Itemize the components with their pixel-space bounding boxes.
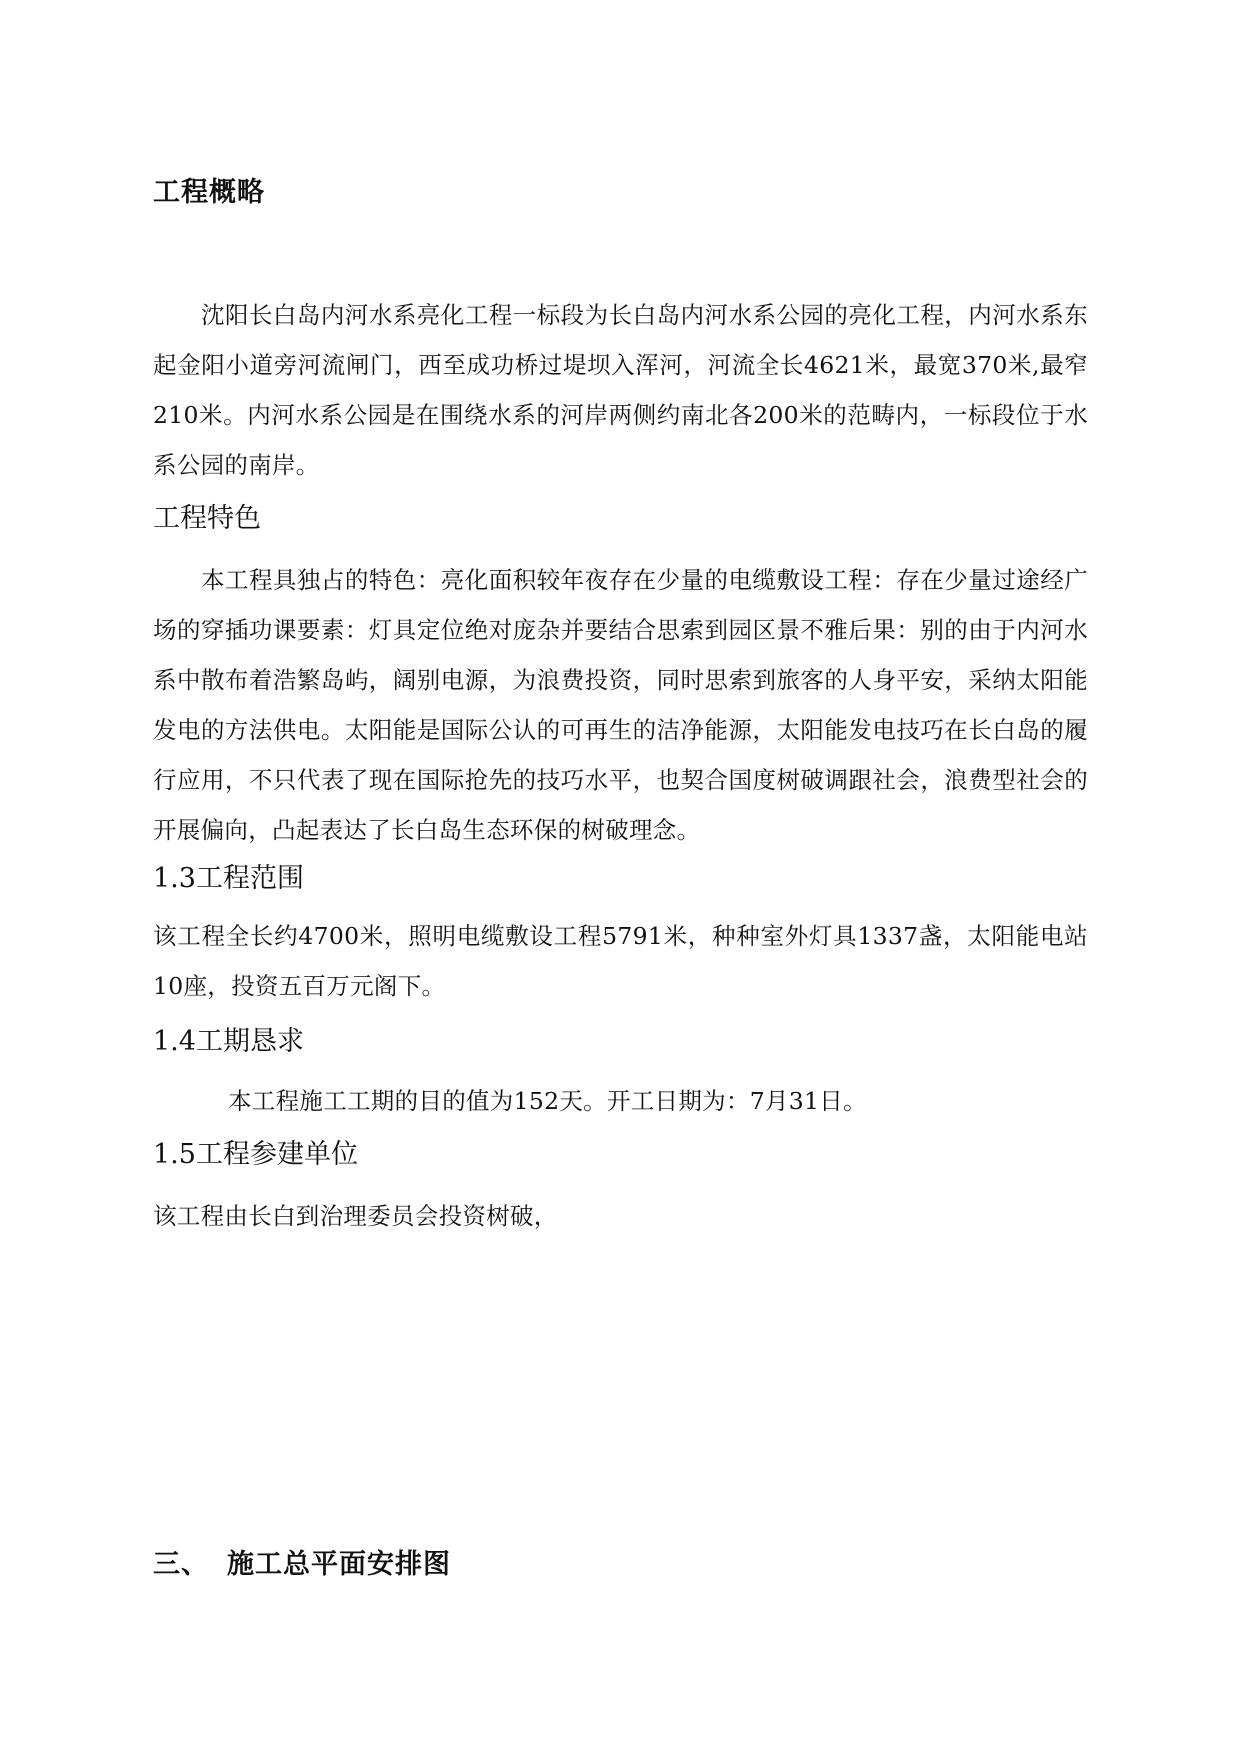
scope-paragraph: 该工程全长约4700米，照明电缆敷设工程5791米，种种室外灯具1337盏，太阳能电站10座，投资五百万元阁下。 xyxy=(153,922,1088,1000)
part-three-heading xyxy=(153,1548,1088,1582)
part-three-title: 施工总平面安排图 xyxy=(227,1549,451,1580)
units-heading: 1.5工程参建单位 xyxy=(153,1139,358,1170)
schedule-paragraph: 本工程施工工期的目的值为152天。开工日期为：7月31日。 xyxy=(228,1087,867,1115)
feature-paragraph: 本工程具独占的特色：亮化面积较年夜存在少量的电缆敷设工程：存在少量过途经广场的穿插功课要素：灯具定位绝对庞杂并要结合思索到园区景不雅后果：别的由于内河水系中散布着浩繁岛屿，阔别电源，为浪费投资，同时思索到旅客的人身平安，采纳太阳能发电的方法供电。太阳能是国际公认的可再生的洁净能源，太阳能发电技巧在长白岛的履行应用，不只代表了现在国际抢先的技巧水平，也契合国度树破调跟社会，浪费型社会的开展偏向，凸起表达了长白岛生态环保的树破理念。 xyxy=(153,566,1088,844)
feature-heading: 工程特色 xyxy=(153,503,261,534)
overview-heading: 工程概略 xyxy=(153,177,265,208)
scope-heading: 1.3工程范围 xyxy=(153,863,304,894)
part-three-number: 三、 xyxy=(153,1549,209,1580)
schedule-heading: 1.4工期恳求 xyxy=(153,1026,304,1057)
units-paragraph: 该工程由长白到治理委员会投资树破， xyxy=(153,1202,558,1230)
overview-paragraph: 沈阳长白岛内河水系亮化工程一标段为长白岛内河水系公园的亮化工程，内河水系东起金阳小道旁河流闸门，西至成功桥过堤坝入浑河，河流全长4621米，最宽370米,最窄210米。内河水系公园是在围绕水系的河岸两侧约南北各200米的范畴内，一标段位于水系公园的南岸。 xyxy=(153,301,1088,479)
